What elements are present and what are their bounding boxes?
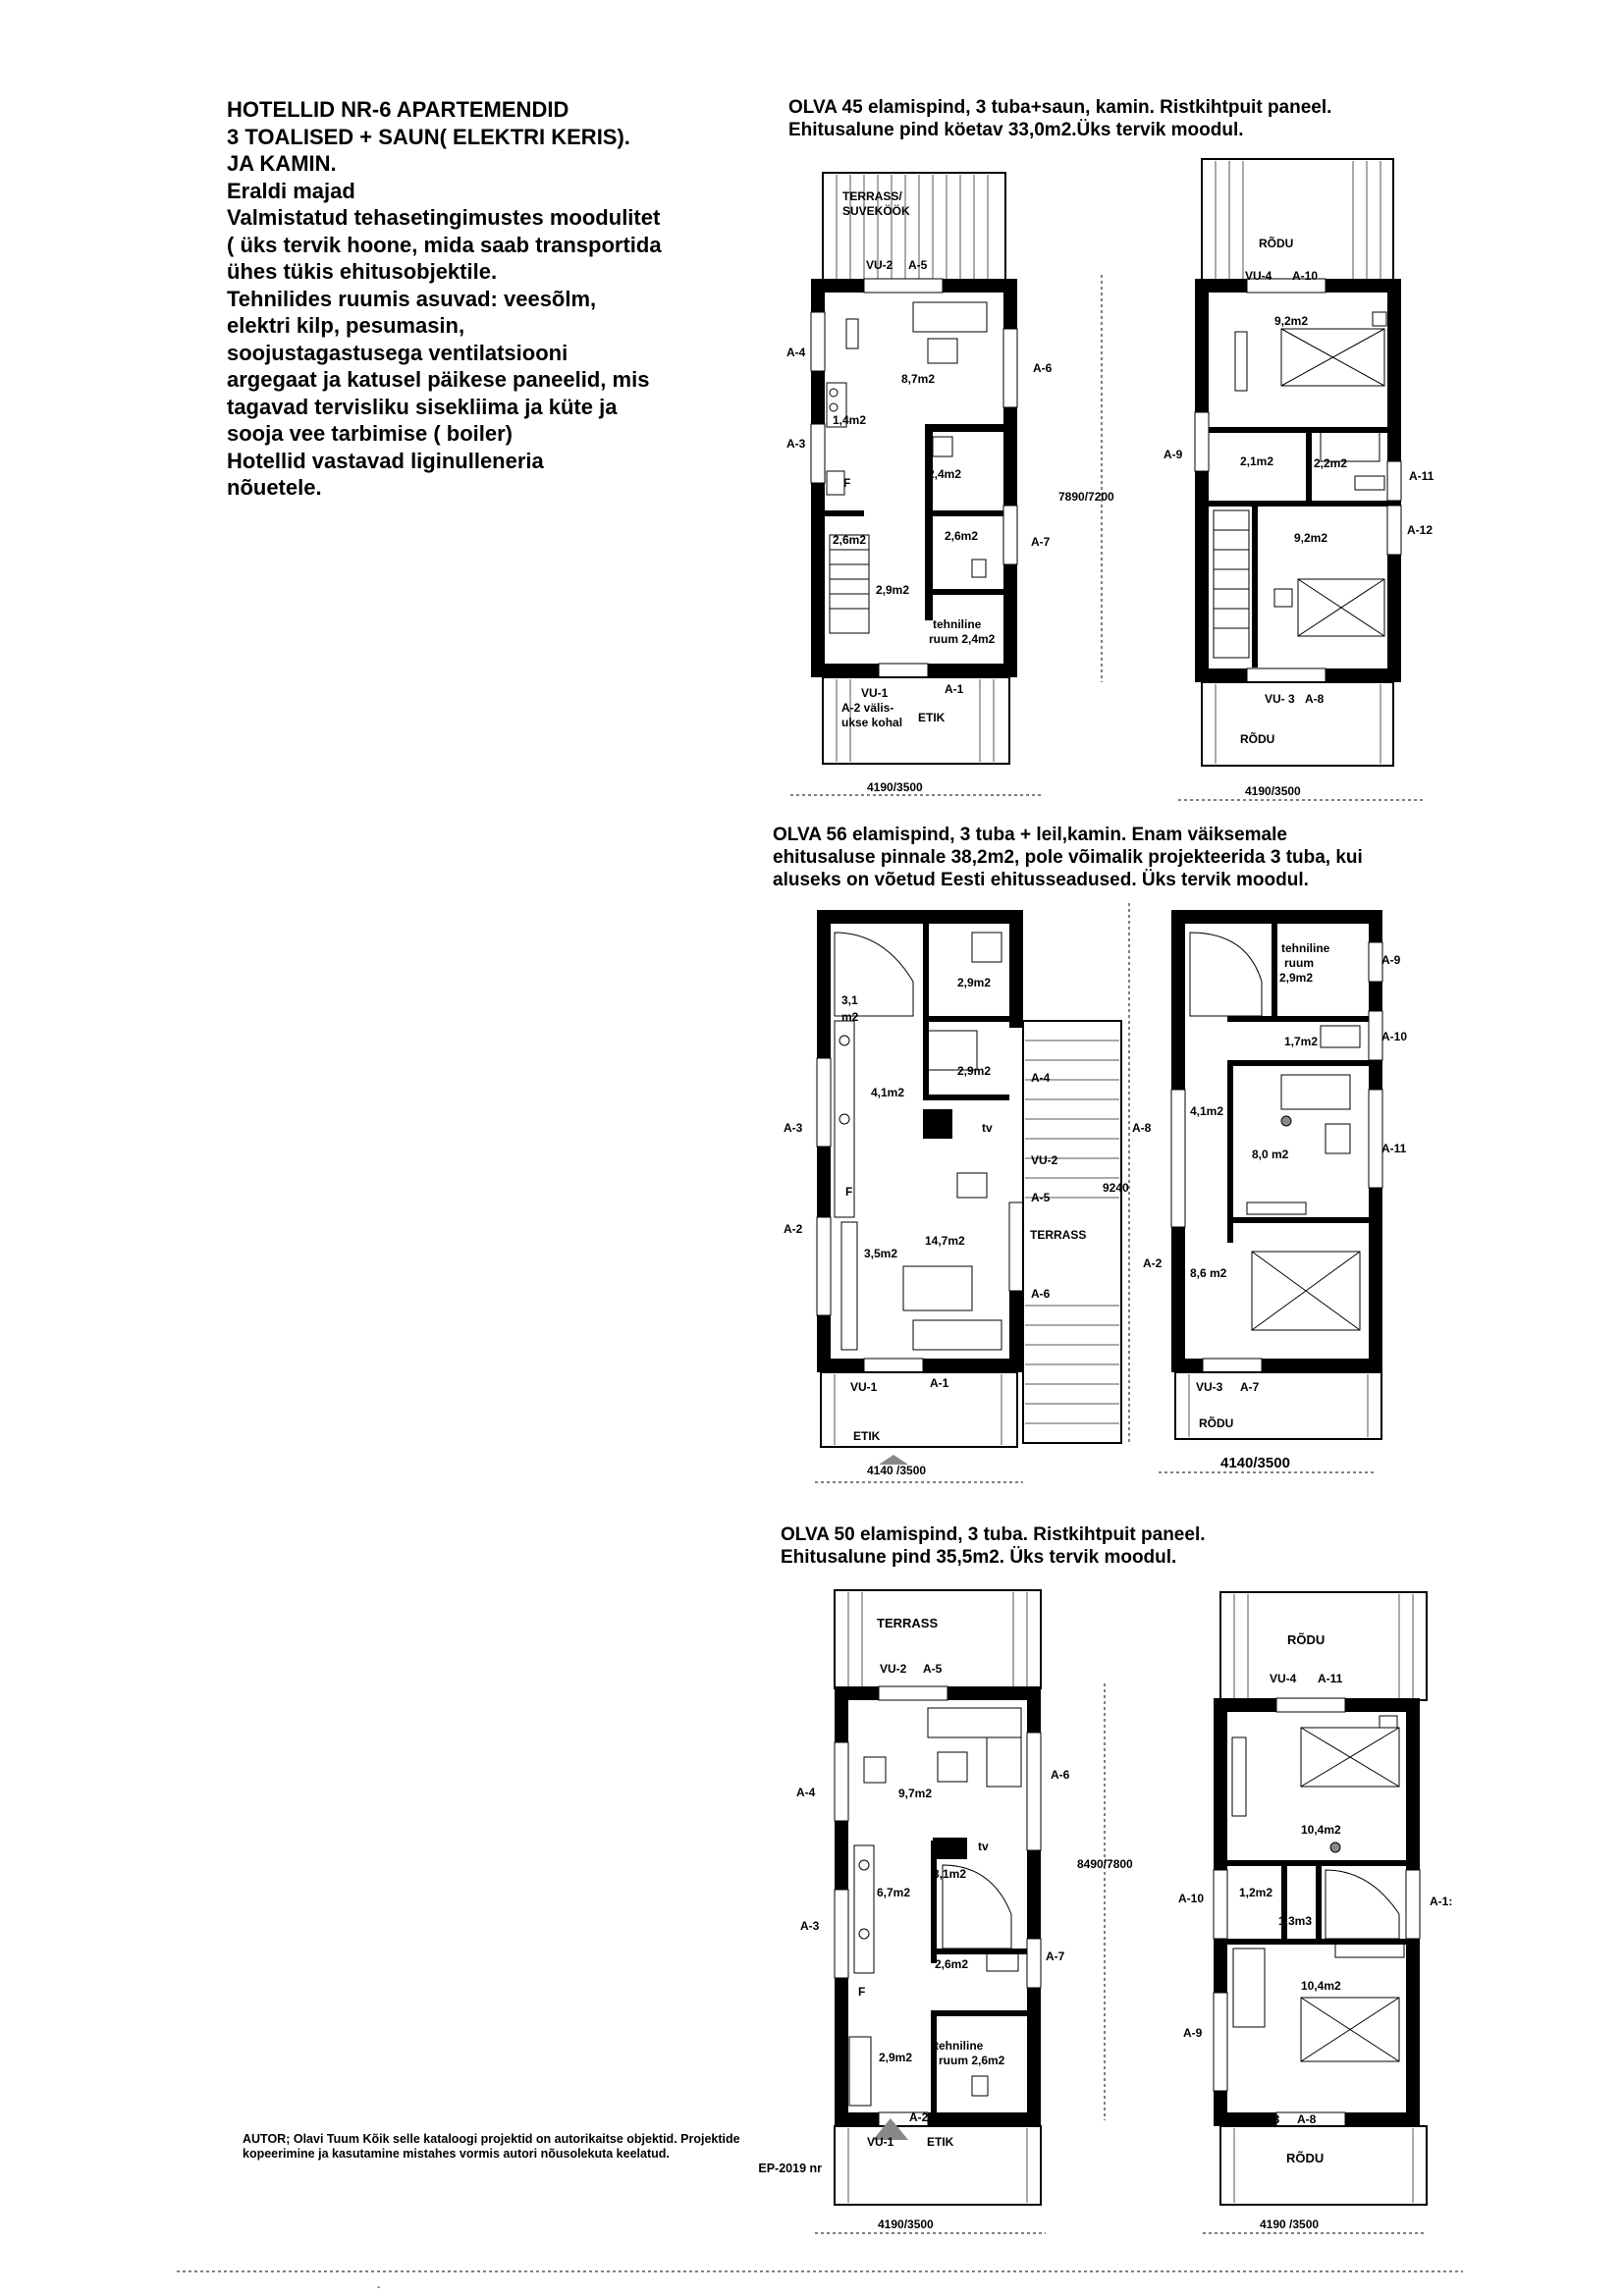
opening-label: A-1 [945,682,964,696]
exterior-walls [817,910,1023,1372]
opening-label: A-9 [1164,448,1183,461]
opening-label: A-9 [1381,953,1401,967]
intro-line: HOTELLID NR-6 APARTEMENDID [227,97,569,122]
opening-label: VU-3 [1196,1380,1223,1394]
dimension-label: 7890/7200 [1058,490,1114,504]
opening-label: A-7 [1031,535,1051,549]
opening-label: VU-4 [1245,269,1272,283]
dimension-label: 9240 [1103,1181,1129,1195]
opening-label: A-1 [963,2112,983,2126]
intro-line: ühes tükis ehitusobjektile. [227,259,498,284]
area-label: 2,6m2 [945,529,979,543]
area-label: 2,9m2 [879,2051,913,2064]
room-label: ruum 2,4m2 [929,632,996,646]
balcony [1220,2126,1427,2205]
interior-walls [825,424,1003,620]
room-label: RÕDU [1259,237,1294,250]
opening-label: A-11 [1381,1142,1407,1155]
area-label: 2,1m2 [1240,454,1274,468]
opening-label: VU-1 [861,686,889,700]
olva56-upper-floor [1143,910,1407,1472]
intro-line: tagavad tervisliku sisekliima ja küte ja [227,394,618,419]
opening-label: A-11 [1409,469,1435,483]
room-label: TERRASS [877,1616,939,1630]
balcony [1202,159,1393,281]
opening-label: A-2 välis- [841,701,894,715]
area-label: 2,9m2 [957,976,992,989]
area-label: 14,7m2 [925,1234,965,1248]
room-label: ruum [1284,956,1314,970]
intro-line: argegaat ja katusel päikese paneelid, mis [227,367,650,392]
room-label: ETIK [918,711,946,724]
area-label: 3,1 [841,993,858,1007]
olva45-ground-floor [786,173,1114,795]
opening-label: A-10 [1178,1892,1205,1905]
furniture-label: F [845,1185,853,1199]
area-label: 2,4m2 [928,467,962,481]
room-label: ETIK [853,1429,881,1443]
dimension-label: 8490/7800 [1077,1857,1133,1871]
olva56-ground-floor [784,903,1152,1482]
footer-mark: - [377,2282,381,2293]
area-label: 2,9m2 [1279,971,1314,985]
intro-line: nõuetele. [227,475,322,500]
room-label: tehniline [933,617,982,631]
opening-label: A-6 [1051,1768,1070,1782]
room-label: RÕDU [1199,1416,1234,1430]
window-openings [817,1058,1023,1372]
caption-line: Ehitusalune pind 35,5m2. Üks tervik moodul. [781,1547,1177,1568]
intro-line: JA KAMIN. [227,151,337,176]
opening-label: A-5 [923,1662,943,1676]
area-label: 3,5m2 [864,1247,898,1260]
balcony [1202,682,1393,766]
room-label: ruum 2,6m2 [939,2054,1005,2067]
caption-line: OLVA 45 elamispind, 3 tuba+saun, kamin. Ristkihtpuit paneel. [788,97,1332,118]
opening-label: VU- 3 [1265,692,1295,706]
area-label: 1,3m3 [1278,1914,1313,1928]
opening-label: VU-1 [867,2135,894,2149]
opening-label: A-8 [1305,692,1325,706]
opening-label: VU-2 [866,258,893,272]
opening-label: A-1: [1430,1895,1453,1908]
area-label: 10,4m2 [1301,1979,1341,1993]
furniture-label: tv [978,1840,989,1853]
intro-line: 3 TOALISED + SAUN( ELEKTRI KERIS). [227,124,630,149]
furniture-label: tv [982,1121,993,1135]
area-label: 2,2m2 [1314,456,1348,470]
area-label: 2,6m2 [935,1957,969,1971]
room-label: RÕDU [1286,2151,1325,2165]
intro-line: ( üks tervik hoone, mida saab transportida [227,232,662,257]
exterior-walls [811,279,1017,677]
room-label: ETIK [927,2135,954,2149]
opening-label: VU-3 [1253,2112,1280,2126]
opening-label: A-6 [1033,361,1053,375]
dimension-label: 4190/3500 [878,2217,934,2231]
opening-label: A-4 [796,1786,816,1799]
opening-label: A-10 [1381,1030,1408,1043]
copyright-note [243,2132,822,2176]
area-label: 8,6 m2 [1190,1266,1227,1280]
furniture-label: F [858,1985,866,1999]
opening-label: ukse kohal [841,716,903,729]
caption-line: aluseks on võetud Eesti ehitusseadused. Üks tervik moodul. [773,870,1309,890]
dimension-label: 4190 /3500 [1260,2217,1320,2231]
area-label: 8,0 m2 [1252,1148,1289,1161]
room-label: RÕDU [1240,732,1275,746]
room-label: tehniline [1281,941,1330,955]
opening-label: A-3 [786,437,806,451]
intro-line: Hotellid vastavad liginulleneria [227,448,544,473]
furniture-label: F [843,476,851,490]
intro-line: sooja vee tarbimise ( boiler) [227,421,513,446]
caption-line: OLVA 56 elamispind, 3 tuba + leil,kamin. Enam väiksemale [773,825,1287,845]
area-label: 4,1m2 [1190,1104,1224,1118]
opening-label: A-2 [784,1222,803,1236]
olva50-ground-floor [796,1590,1133,2233]
opening-label: A-3 [784,1121,803,1135]
opening-label: A-8 [1132,1121,1152,1135]
intro-line: Valmistatud tehasetingimustes moodulitet [227,205,661,230]
opening-label: VU-2 [880,1662,907,1676]
olva45-upper-floor [1164,159,1435,800]
dimension-label: 4140/3500 [1220,1455,1290,1471]
area-label: 10,4m2 [1301,1823,1341,1837]
furniture [835,933,1001,1350]
opening-label: A-4 [1031,1071,1051,1085]
area-label: 9,2m2 [1274,314,1309,328]
opening-label: A-11 [1318,1672,1343,1685]
opening-label: A-2 [909,2110,929,2124]
room-label: RÕDU [1287,1632,1326,1647]
dimension-label: 4140 /3500 [867,1464,927,1477]
area-label: 3,1m2 [933,1867,967,1881]
opening-label: VU-1 [850,1380,878,1394]
dimension-label: 4190/3500 [1245,784,1301,798]
opening-label: A-9 [1183,2026,1203,2040]
opening-label: A-7 [1240,1380,1260,1394]
opening-label: A-1 [930,1376,949,1390]
area-label: 2,9m2 [957,1064,992,1078]
opening-label: VU-2 [1031,1153,1058,1167]
area-label: 1,2m2 [1239,1886,1273,1899]
opening-label: A-5 [908,258,928,272]
room-label: tehniline [935,2039,984,2053]
opening-label: A-7 [1046,1949,1065,1963]
opening-label: A-8 [1297,2112,1317,2126]
opening-label: A-4 [786,346,806,359]
intro-line: soojustagastusega ventilatsiooni [227,340,568,365]
intro-line: elektri kilp, pesumasin, [227,313,465,338]
opening-label: A-6 [1031,1287,1051,1301]
area-label: 9,2m2 [1294,531,1328,545]
opening-label: VU-4 [1270,1672,1297,1685]
area-label: 4,1m2 [871,1086,905,1099]
opening-label: A-2 [1143,1256,1163,1270]
area-label: 2,6m2 [833,533,867,547]
window-openings [811,279,1017,677]
opening-label: A-3 [800,1919,820,1933]
copyright-line: kopeerimine ja kasutamine mistahes vormis autori nõusolekuta keelatud. [243,2147,670,2161]
room-label: TERRASS [1030,1228,1087,1242]
opening-label: A-12 [1407,523,1434,537]
dimension-label: 4190/3500 [867,780,923,794]
area-label: 2,9m2 [876,583,910,597]
room-label: SUVEKÖÖK [842,204,910,218]
area-label: 1,4m2 [833,413,867,427]
opening-label: A-5 [1031,1191,1051,1204]
area-label: 8,7m2 [901,372,936,386]
area-label: 6,7m2 [877,1886,911,1899]
opening-label: A-10 [1292,269,1319,283]
caption-line: OLVA 50 elamispind, 3 tuba. Ristkihtpuit paneel. [781,1524,1206,1545]
area-label: m2 [841,1010,859,1024]
olva50-upper-floor [1178,1592,1452,2233]
intro-line: Eraldi majad [227,178,355,203]
intro-line: Tehnilides ruumis asuvad: veesõlm, [227,286,597,311]
interior-walls [1227,1860,1406,1945]
area-label: 9,7m2 [898,1787,933,1800]
copyright-line: AUTOR; Olavi Tuum Kõik selle kataloogi projektid on autorikaitse objektid. Projektide [243,2132,740,2146]
caption-line: Ehitusalune pind köetav 33,0m2.Üks tervik moodul. [788,120,1244,140]
caption-line: ehitusaluse pinnale 38,2m2, pole võimalik projekteerida 3 tuba, kui [773,847,1363,868]
project-code: EP-2019 nr [758,2162,822,2175]
furniture [1214,312,1386,658]
area-label: 1,7m2 [1284,1035,1319,1048]
room-label: TERRASS/ [842,189,902,203]
